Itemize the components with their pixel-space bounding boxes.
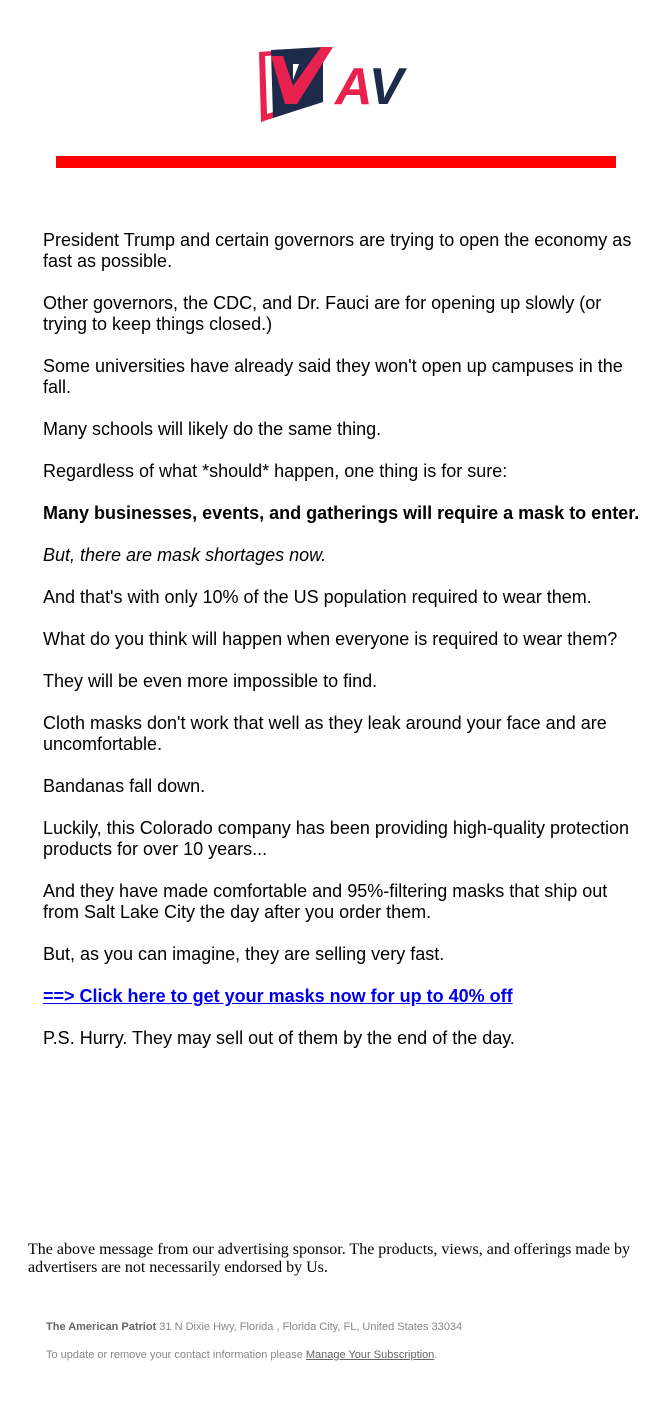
footer-manage-text: To update or remove your contact information please bbox=[46, 1349, 306, 1361]
footer-period: . bbox=[434, 1349, 438, 1361]
logo-letters: AV bbox=[335, 58, 404, 116]
footer-address: 31 N Dixie Hwy, Florida , Florida City, FL, United States 33034 bbox=[156, 1321, 463, 1333]
body-paragraph: Bandanas fall down. bbox=[43, 776, 206, 796]
body-paragraph: Other governors, the CDC, and Dr. Fauci are for opening up slowly (or trying to keep things closed.) bbox=[43, 293, 602, 334]
footer-manage-line bbox=[46, 1348, 646, 1362]
ps-paragraph: P.S. Hurry. They may sell out of them by the end of the day. bbox=[43, 1028, 515, 1048]
bold-paragraph: Many businesses, events, and gatherings will require a mask to enter. bbox=[43, 503, 640, 523]
sponsor-disclaimer: The above message from our advertising sponsor. The products, views, and offerings made by advertisers are not necessarily endorsed by Us. bbox=[28, 1241, 630, 1276]
italic-paragraph: But, there are mask shortages now. bbox=[43, 545, 327, 565]
logo-icon bbox=[249, 44, 423, 124]
footer-company: The American Patriot bbox=[46, 1321, 157, 1333]
body-paragraph: Luckily, this Colorado company has been providing high-quality protection products for over 10 years... bbox=[43, 818, 630, 859]
body-paragraph: President Trump and certain governors are trying to open the economy as fast as possible. bbox=[43, 230, 632, 271]
body-paragraph: Cloth masks don't work that well as they leak around your face and are uncomfortable. bbox=[43, 713, 607, 754]
cta-paragraph bbox=[43, 986, 643, 1007]
footer-address-line bbox=[46, 1320, 646, 1334]
body-paragraph: What do you think will happen when everyone is required to wear them? bbox=[43, 629, 618, 649]
body-paragraph: They will be even more impossible to find. bbox=[43, 671, 378, 691]
body-paragraph: Some universities have already said they won't open up campuses in the fall. bbox=[43, 356, 623, 397]
manage-subscription-link[interactable]: Manage Your Subscription bbox=[305, 1349, 435, 1361]
body-paragraph: Regardless of what *should* happen, one thing is for sure: bbox=[43, 461, 508, 481]
email-body bbox=[43, 230, 643, 1070]
body-paragraph: And that's with only 10% of the US population required to wear them. bbox=[43, 587, 592, 607]
cta-link[interactable]: ==> Click here to get your masks now for up to 40% off bbox=[43, 986, 513, 1006]
body-paragraph: And they have made comfortable and 95%-filtering masks that ship out from Salt Lake City the day after you order them. bbox=[43, 881, 608, 922]
body-paragraph: Many schools will likely do the same thing. bbox=[43, 419, 382, 439]
header-divider bbox=[56, 156, 616, 168]
brand-logo bbox=[249, 44, 423, 124]
body-paragraph: But, as you can imagine, they are selling very fast. bbox=[43, 944, 445, 964]
